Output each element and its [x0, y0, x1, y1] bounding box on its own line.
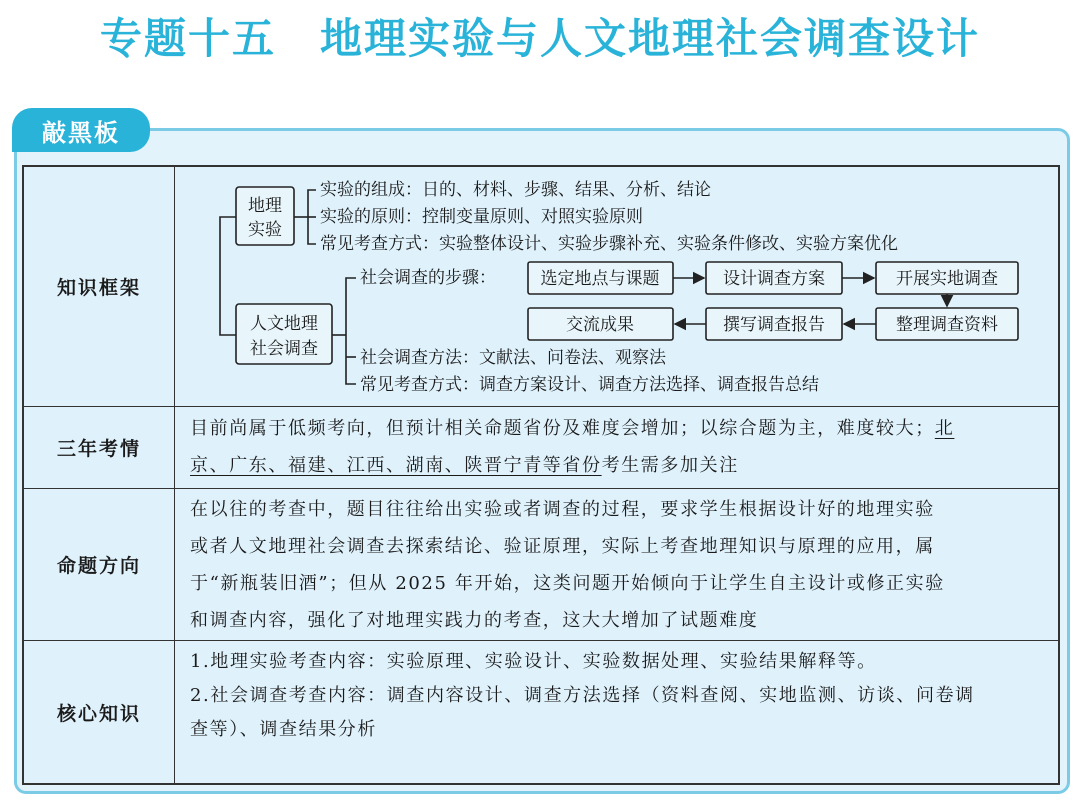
core-text — [190, 645, 1046, 747]
three-year-text — [190, 410, 1046, 484]
exp-item-1: 实验的组成：日的、材料、步骤、结果、分析、结论 — [320, 180, 711, 200]
row-core — [24, 641, 1058, 783]
step-3: 开展实地调查 — [896, 269, 998, 289]
exp-item-2: 实验的原则：控制变量原则、对照实验原则 — [320, 207, 643, 227]
blackboard-tab: 敲黑板 — [12, 108, 150, 152]
core-line-3: 查等）、调查结果分析 — [190, 719, 377, 740]
step-2: 设计调查方案 — [723, 269, 825, 289]
direction-text — [190, 491, 1046, 639]
row-three-year — [24, 407, 1058, 489]
row-framework — [24, 167, 1058, 407]
summary-table — [22, 165, 1060, 785]
node-experiment-line1: 地理 — [248, 196, 282, 216]
direction-line-3: 于“新瓶装旧酒”；但从 2025 年开始，这类问题开始倾向于让学生自主设计或修正实验 — [190, 573, 945, 594]
page-title — [0, 6, 1080, 66]
core-line-2: 2.社会调查考查内容：调查内容设计、调查方法选择（资料查阅、实地监测、访谈、问卷调 — [190, 685, 975, 706]
row-label-framework: 知识框架 — [24, 167, 175, 406]
row-label-core: 核心知识 — [24, 641, 175, 783]
step-5: 撰写调查报告 — [723, 315, 825, 335]
node-survey-line1: 人文地理 — [250, 314, 318, 334]
three-year-line2a: 京、广东、福建、江西、湖南、陕晋宁青等省份 — [190, 455, 602, 476]
three-year-line2b: 考生需多加关注 — [601, 455, 739, 476]
survey-steps-label: 社会调查的步骤： — [360, 268, 496, 288]
survey-exam: 常见考查方式：调查方案设计、调查方法选择、调查报告总结 — [360, 375, 819, 395]
direction-line-4: 和调查内容，强化了对地理实践力的考查，这大大增加了试题难度 — [190, 610, 759, 631]
node-survey-line2: 社会调查 — [250, 339, 318, 359]
framework-diagram — [176, 167, 1058, 406]
survey-methods: 社会调查方法：文献法、问卷法、观察法 — [360, 348, 666, 368]
row-label-three-year: 三年考情 — [24, 407, 175, 488]
direction-line-1: 在以往的考查中，题目往往给出实验或者调查的过程，要求学生根据设计好的地理实验 — [190, 499, 935, 520]
three-year-line1a: 目前尚属于低频考向，但预计相关命题省份及难度会增加；以综合题为主，难度较大； — [190, 418, 935, 439]
step-6: 交流成果 — [566, 315, 634, 335]
row-label-direction: 命题方向 — [24, 489, 175, 640]
three-year-line1b: 北 — [934, 418, 955, 439]
direction-line-2: 或者人文地理社会调查去探索结论、验证原理，实际上考查地理知识与原理的应用，属 — [190, 536, 935, 557]
step-1: 选定地点与课题 — [540, 269, 660, 289]
node-experiment-line2: 实验 — [248, 220, 282, 240]
title-part1: 专题十五 — [99, 14, 276, 63]
step-4: 整理调查资料 — [896, 315, 998, 335]
core-line-1: 1.地理实验考查内容：实验原理、实验设计、实验数据处理、实验结果解释等。 — [190, 651, 877, 672]
title-part2: 地理实验与人文地理社会调查设计 — [320, 14, 981, 63]
exp-item-3: 常见考查方式：实验整体设计、实验步骤补充、实验条件修改、实验方案优化 — [320, 234, 898, 254]
row-direction — [24, 489, 1058, 641]
